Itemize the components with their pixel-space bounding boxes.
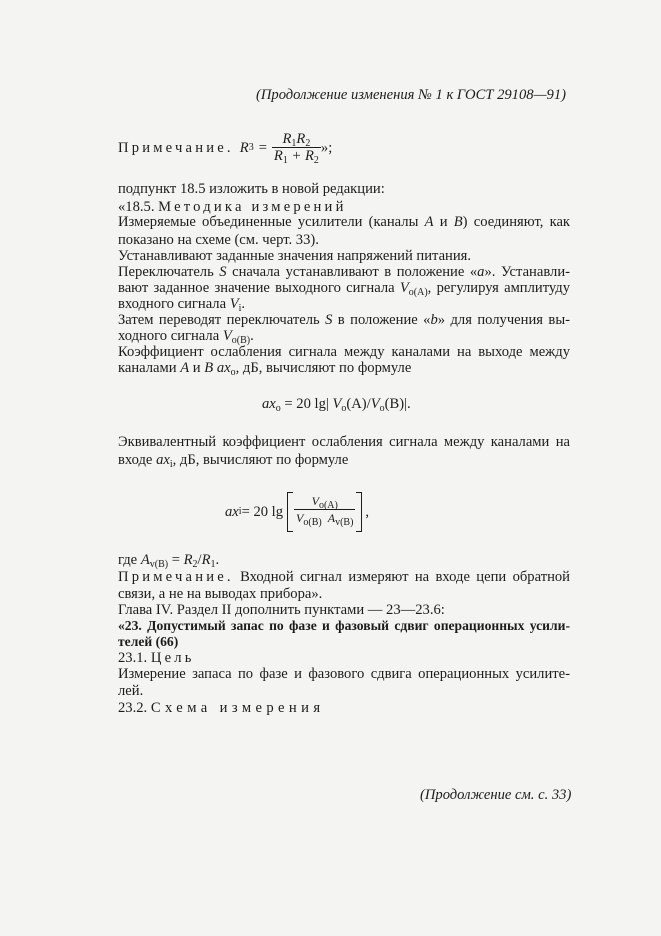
text-line: Затем переводят переключатель S в положение «b» для получения вы- <box>118 312 570 328</box>
text-line: подпункт 18.5 изложить в новой редакции: <box>118 181 385 197</box>
bold-heading-line: телей (66) <box>118 634 179 649</box>
text-line: входного сигнала $V_i$. <box>118 296 246 314</box>
text-line: Эквивалентный коэффициент ослабления сигнала между каналами на <box>118 434 570 450</box>
section-heading: «18.5. Методика измерений <box>118 199 347 215</box>
text-line: вают заданное значение выходного сигнала $V_{o(A)}$, регулируя амплитуду <box>118 280 570 298</box>
formula-output-attenuation: $ax_o = 20$ lg| $V_o(A)/V_o(B)|$. <box>262 396 411 414</box>
text-line: лей. <box>118 683 144 699</box>
note-label: Примечание. <box>118 140 234 156</box>
text-line: каналами А и В $ax_o$, дБ, вычисляют по формуле <box>118 360 412 378</box>
text-line: Переключатель S сначала устанавливают в положение «а». Устанавли- <box>118 264 570 280</box>
text-line: Измеряемые объединенные усилители (каналы А и В) соединяют, как <box>118 214 571 230</box>
text-line: входе $ax_i$, дБ, вычисляют по формуле <box>118 452 349 470</box>
text-line: ходного сигнала $V_{o(B)}$. <box>118 328 254 346</box>
formula-input-attenuation: ax i = 20 lg $\frac{V_{o(A)}}{V_{o(B)} A_{v(B)}}$ , <box>225 490 369 534</box>
text-line: связи, а не на выводах прибора». <box>118 586 323 602</box>
note-formula-line: Примечание. R 3 = $\frac{R_1R_2}{R_1 + R_2}$ »; <box>118 131 333 166</box>
resistance-fraction: $\frac{R_1R_2}{R_1 + R_2}$ <box>273 131 319 166</box>
subsection-heading: 23.2. Схема измерения <box>118 700 325 716</box>
note-line: Примечание. Входной сигнал измеряют на входе цепи обратной <box>118 569 570 585</box>
text-line: где $A_{v(B)} = R_2/R_1$. <box>118 552 220 570</box>
text-line: показано на схеме (см. черт. 33). <box>118 232 319 248</box>
text-line: Измерение запаса по фазе и фазового сдвига операционных усилите- <box>118 666 570 682</box>
formula-bracket: $\frac{V_{o(A)}}{V_{o(B)} A_{v(B)}}$ <box>287 492 362 532</box>
text-line: Коэффициент ослабления сигнала между каналами на выходе между <box>118 344 570 360</box>
bold-heading-line: «23. Допустимый запас по фазе и фазовый сдвиг операционных усили- <box>118 618 570 633</box>
page-header: (Продолжение изменения № 1 к ГОСТ 29108—91) <box>256 87 566 103</box>
text-line: Устанавливают заданные значения напряжений питания. <box>118 248 472 264</box>
text-line: Глава IV. Раздел II дополнить пунктами — 23—23.6: <box>118 602 445 618</box>
subsection-heading: 23.1. Цель <box>118 650 195 666</box>
page-footer: (Продолжение см. с. 33) <box>420 787 572 803</box>
